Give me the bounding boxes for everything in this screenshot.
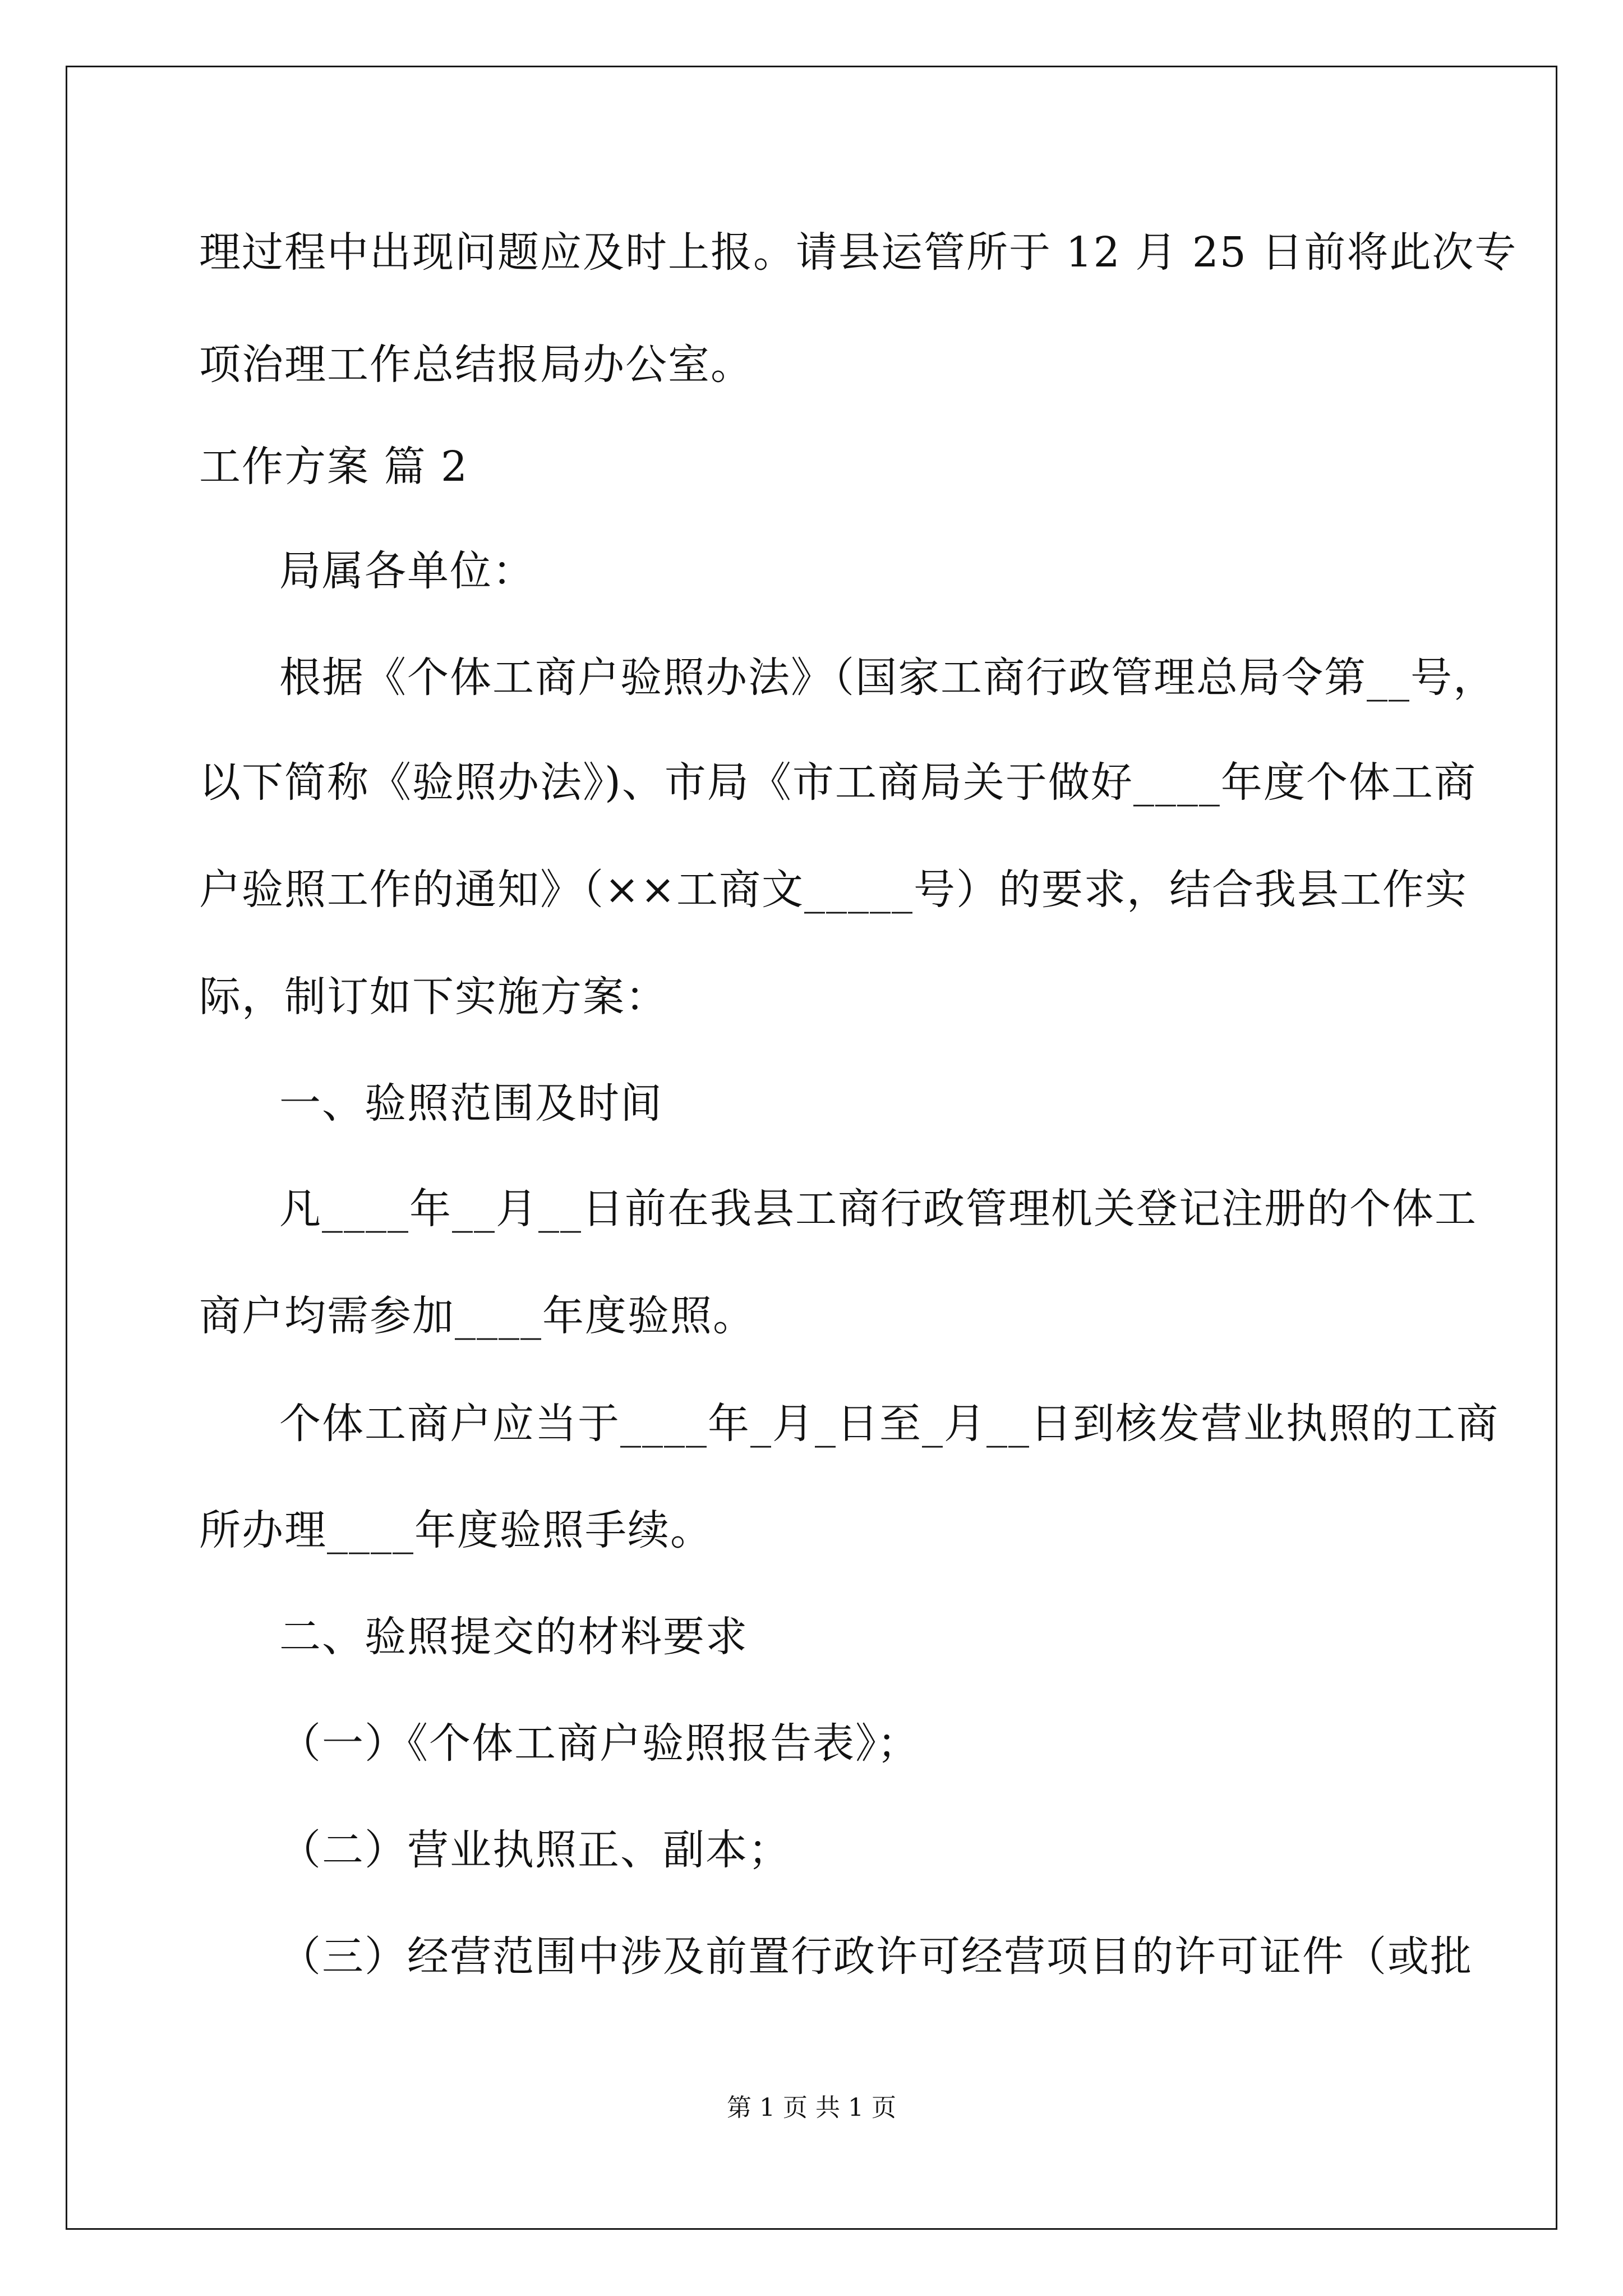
page-number-footer: 第 1 页 共 1 页	[727, 2093, 896, 2122]
salutation: 局属各单位：	[279, 547, 535, 595]
section-heading: 工作方案 篇 2	[199, 443, 469, 491]
body-text-line: 根据《个体工商户验照办法》（国家工商行政管理总局令第__号，	[279, 654, 1496, 702]
section-heading: 二、验照提交的材料要求	[279, 1613, 748, 1661]
body-text-line: 理过程中出现问题应及时上报。请县运管所于 12 月 25 日前将此次专	[199, 228, 1518, 277]
body-text-line: 以下简称《验照办法》)、市局《市工商局关于做好____年度个体工商	[199, 758, 1477, 807]
body-text-line: 际，制订如下实施方案：	[199, 973, 668, 1021]
body-text-line: 个体工商户应当于____年_月_日至_月__日到核发营业执照的工商	[279, 1400, 1499, 1448]
list-item: （二）营业执照正、副本；	[279, 1826, 791, 1874]
body-text-line: 凡____年__月__日前在我县工商行政管理机关登记注册的个体工	[279, 1185, 1477, 1233]
body-text-line: 户验照工作的通知》（××工商文_____号）的要求，结合我县工作实	[199, 866, 1468, 914]
body-text-line: 项治理工作总结报局办公室。	[199, 341, 753, 389]
body-text-line: 所办理____年度验照手续。	[199, 1506, 713, 1554]
list-item: （一）《个体工商户验照报告表》；	[279, 1719, 920, 1768]
body-text-line: 商户均需参加____年度验照。	[199, 1292, 755, 1340]
list-item: （三）经营范围中涉及前置行政许可经营项目的许可证件（或批	[279, 1932, 1473, 1981]
section-heading: 一、验照范围及时间	[279, 1079, 663, 1128]
